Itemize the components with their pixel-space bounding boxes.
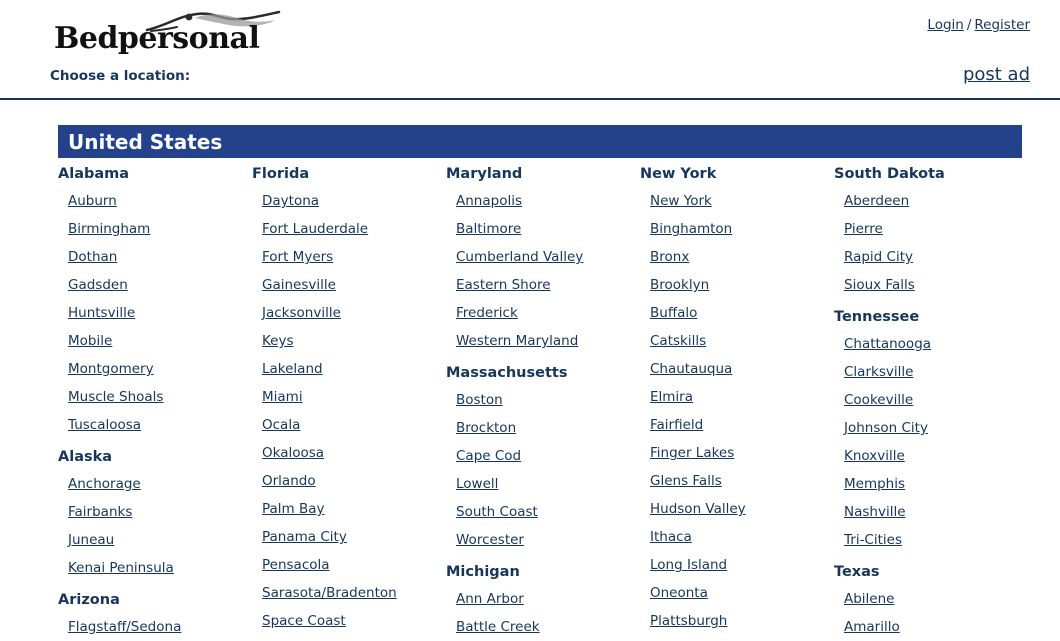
city-link[interactable]: Lakeland	[262, 361, 323, 377]
location-column	[830, 166, 1024, 641]
city-link[interactable]: Gadsden	[68, 277, 128, 293]
city-link[interactable]: Boston	[456, 392, 503, 408]
city-link[interactable]: Plattsburgh	[650, 613, 728, 629]
country-title: United States	[68, 129, 223, 154]
state-heading: Massachusetts	[446, 365, 568, 381]
location-column	[442, 166, 636, 641]
city-link[interactable]: South Coast	[456, 504, 538, 520]
city-link[interactable]: Tri-Cities	[844, 532, 902, 548]
city-link[interactable]: Long Island	[650, 557, 728, 573]
account-links	[927, 17, 1030, 33]
city-link[interactable]: Juneau	[68, 532, 115, 548]
city-link[interactable]: Amarillo	[844, 619, 900, 635]
site-logo[interactable]	[50, 8, 310, 56]
state-heading: Maryland	[446, 166, 523, 182]
city-link[interactable]: Cookeville	[844, 392, 914, 408]
city-link[interactable]: Ithaca	[650, 529, 692, 545]
logo-wordmark: Bedpersonal	[54, 21, 260, 56]
city-link[interactable]: Cumberland Valley	[456, 249, 584, 265]
city-link[interactable]: Hudson Valley	[650, 501, 746, 517]
city-link[interactable]: Glens Falls	[650, 473, 722, 489]
city-link[interactable]: Baltimore	[456, 221, 522, 237]
city-link[interactable]: Annapolis	[456, 193, 522, 209]
site-header	[0, 0, 1060, 62]
post-ad-link[interactable]: post ad	[962, 64, 1030, 85]
city-link[interactable]: Pierre	[844, 221, 883, 237]
state-heading: New York	[640, 166, 717, 182]
location-columns	[0, 158, 1060, 641]
state-heading: Alaska	[58, 449, 113, 465]
city-link[interactable]: Jacksonville	[262, 305, 341, 321]
city-link[interactable]: Fairbanks	[68, 504, 133, 520]
city-link[interactable]: Space Coast	[262, 613, 346, 629]
city-link[interactable]: Auburn	[68, 193, 117, 209]
city-link[interactable]: Gainesville	[262, 277, 336, 293]
city-link[interactable]: Brooklyn	[650, 277, 710, 293]
register-link[interactable]: Register	[974, 17, 1030, 33]
city-link[interactable]: Cape Cod	[456, 448, 522, 464]
city-link[interactable]: Keys	[262, 333, 294, 349]
city-link[interactable]: Binghamton	[650, 221, 733, 237]
login-link[interactable]: Login	[927, 17, 964, 33]
state-heading: Michigan	[446, 564, 520, 580]
city-link[interactable]: Huntsville	[68, 305, 136, 321]
city-link[interactable]: Eastern Shore	[456, 277, 551, 293]
city-link[interactable]: Fairfield	[650, 417, 704, 433]
city-link[interactable]: Sioux Falls	[844, 277, 915, 293]
city-link[interactable]: Oneonta	[650, 585, 708, 601]
state-heading: Texas	[834, 564, 880, 580]
city-link[interactable]: Orlando	[262, 473, 316, 489]
city-link[interactable]: Chattanooga	[844, 336, 932, 352]
city-link[interactable]: Flagstaff/Sedona	[68, 619, 182, 635]
state-heading: Florida	[252, 166, 310, 182]
city-link[interactable]: Tuscaloosa	[68, 417, 142, 433]
city-link[interactable]: Johnson City	[844, 420, 928, 436]
city-link[interactable]: Pensacola	[262, 557, 330, 573]
state-heading: South Dakota	[834, 166, 945, 182]
state-heading: Arizona	[58, 592, 120, 608]
city-link[interactable]: Montgomery	[68, 361, 154, 377]
city-link[interactable]: Aberdeen	[844, 193, 910, 209]
city-link[interactable]: Memphis	[844, 476, 906, 492]
city-link[interactable]: Chautauqua	[650, 361, 733, 377]
city-link[interactable]: Anchorage	[68, 476, 141, 492]
location-column	[54, 166, 248, 641]
city-link[interactable]: Buffalo	[650, 305, 698, 321]
city-link[interactable]: Bronx	[650, 249, 690, 265]
location-column	[248, 166, 442, 641]
city-link[interactable]: Catskills	[650, 333, 707, 349]
city-link[interactable]: Clarksville	[844, 364, 914, 380]
choose-location-label: Choose a location:	[50, 68, 191, 84]
city-link[interactable]: Finger Lakes	[650, 445, 735, 461]
city-link[interactable]: Daytona	[262, 193, 320, 209]
city-link[interactable]: Panama City	[262, 529, 347, 545]
city-link[interactable]: Dothan	[68, 249, 118, 265]
city-link[interactable]: Mobile	[68, 333, 113, 349]
city-link[interactable]: Brockton	[456, 420, 517, 436]
city-link[interactable]: Nashville	[844, 504, 906, 520]
country-banner	[58, 125, 1022, 158]
location-column	[636, 166, 830, 641]
city-link[interactable]: Fort Lauderdale	[262, 221, 369, 237]
city-link[interactable]: Miami	[262, 389, 303, 405]
city-link[interactable]: Elmira	[650, 389, 694, 405]
city-link[interactable]: Ann Arbor	[456, 591, 524, 607]
city-link[interactable]: Western Maryland	[456, 333, 579, 349]
choose-location-bar	[0, 62, 1060, 100]
city-link[interactable]: Rapid City	[844, 249, 913, 265]
city-link[interactable]: Fort Myers	[262, 249, 334, 265]
city-link[interactable]: Worcester	[456, 532, 524, 548]
city-link[interactable]: Frederick	[456, 305, 518, 321]
city-link[interactable]: Muscle Shoals	[68, 389, 164, 405]
city-link[interactable]: Lowell	[456, 476, 499, 492]
city-link[interactable]: Palm Bay	[262, 501, 325, 517]
city-link[interactable]: Abilene	[844, 591, 895, 607]
state-heading: Alabama	[58, 166, 130, 182]
link-separator: /	[966, 17, 972, 33]
city-link[interactable]: Battle Creek	[456, 619, 540, 635]
city-link[interactable]: Birmingham	[68, 221, 151, 237]
city-link[interactable]: Kenai Peninsula	[68, 560, 174, 576]
city-link[interactable]: Okaloosa	[262, 445, 325, 461]
city-link[interactable]: Sarasota/Bradenton	[262, 585, 397, 601]
city-link[interactable]: Ocala	[262, 417, 301, 433]
state-heading: Tennessee	[834, 309, 920, 325]
city-link[interactable]: New York	[650, 193, 712, 209]
city-link[interactable]: Knoxville	[844, 448, 905, 464]
